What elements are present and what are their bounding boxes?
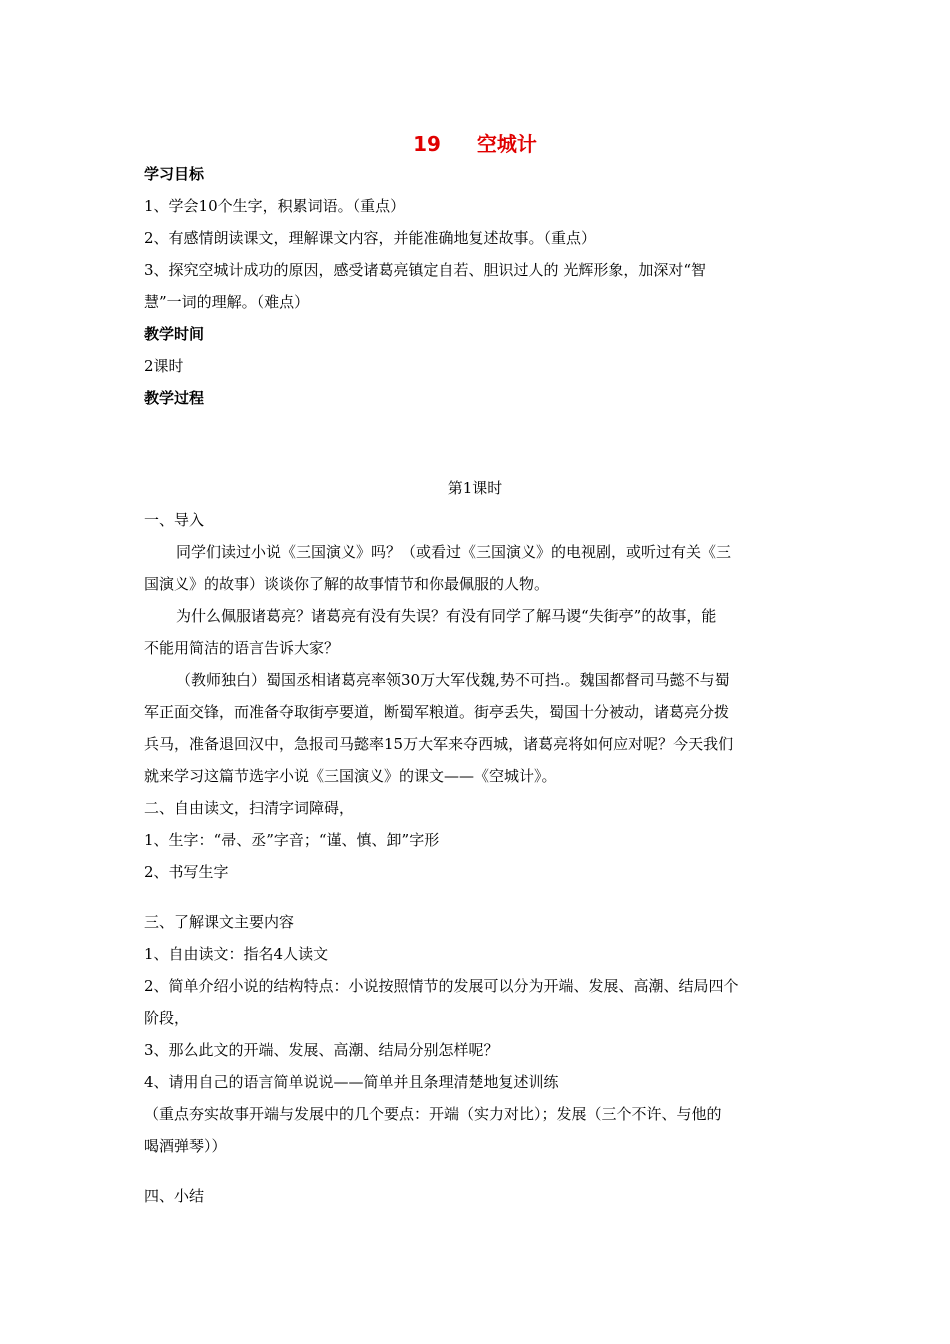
list-item: 1、自由读文：指名4人读文 [144,945,329,963]
paragraph-line: 喝酒弹琴）） [144,1137,227,1155]
teaching-process-heading: 教学过程 [144,389,205,407]
lesson-number: 19 [413,132,441,156]
section-heading: 一、导入 [144,511,205,529]
paragraph-line: 国演义》的故事）谈谈你了解的故事情节和你最佩服的人物。 [144,575,550,593]
list-item: 1、生字：“帚、丞”字音；“谨、慎、卸”字形 [144,831,440,849]
section-heading: 二、自由读文，扫清字词障碍， [144,799,355,817]
paragraph-line: 同学们读过小说《三国演义》吗？（或看过《三国演义》的电视剧，或听过有关《三 [176,543,732,561]
lesson-title: 空城计 [476,132,537,156]
list-item: 3、那么此文的开端、发展、高潮、结局分别怎样呢？ [144,1041,499,1059]
objectives-heading: 学习目标 [144,165,205,183]
paragraph-line: 不能用简洁的语言告诉大家？ [144,639,340,657]
list-item: 4、请用自己的语言简单说说——简单并且条理清楚地复述训练 [144,1073,559,1091]
objective-item: 1、学会10个生字，积累词语。（重点） [144,197,406,215]
paragraph-line: 为什么佩服诸葛亮？诸葛亮有没有失误？有没有同学了解马谡“失街亭”的故事，能 [176,607,717,625]
objective-item: 2、有感情朗读课文，理解课文内容，并能准确地复述故事。（重点） [144,229,597,247]
objective-item: 3、探究空城计成功的原因，感受诸葛亮镇定自若、胆识过人的 光辉形象，加深对“智 [144,261,706,279]
paragraph-line: （教师独白）蜀国丞相诸葛亮率领30万大军伐魏,势不可挡.。魏国都督司马懿不与蜀 [176,671,730,689]
section-heading: 三、了解课文主要内容 [144,913,295,931]
paragraph-line: 就来学习这篇节选字小说《三国演义》的课文——《空城计》。 [144,767,557,785]
paragraph-line: 军正面交锋，而准备夺取街亭要道，断蜀军粮道。街亭丢失，蜀国十分被动，诸葛亮分拨 [144,703,730,721]
section-heading: 四、小结 [144,1187,205,1205]
objective-item: 慧”一词的理解。（难点） [144,293,310,311]
document-title [0,128,950,157]
list-item: 2、书写生字 [144,863,229,881]
paragraph-line: 兵马，准备退回汉中，急报司马懿率15万大军来夺西城，诸葛亮将如何应对呢？今天我们 [144,735,734,753]
list-item: 2、简单介绍小说的结构特点：小说按照情节的发展可以分为开端、发展、高潮、结局四个 [144,977,739,995]
lesson-heading: 第1课时 [447,479,503,497]
teaching-time-heading: 教学时间 [144,325,205,343]
teaching-time-value: 2课时 [144,357,184,375]
paragraph-line: （重点夯实故事开端与发展中的几个要点：开端（实力对比）；发展（三个不许、与他的 [144,1105,722,1123]
list-item: 阶段， [144,1009,190,1027]
